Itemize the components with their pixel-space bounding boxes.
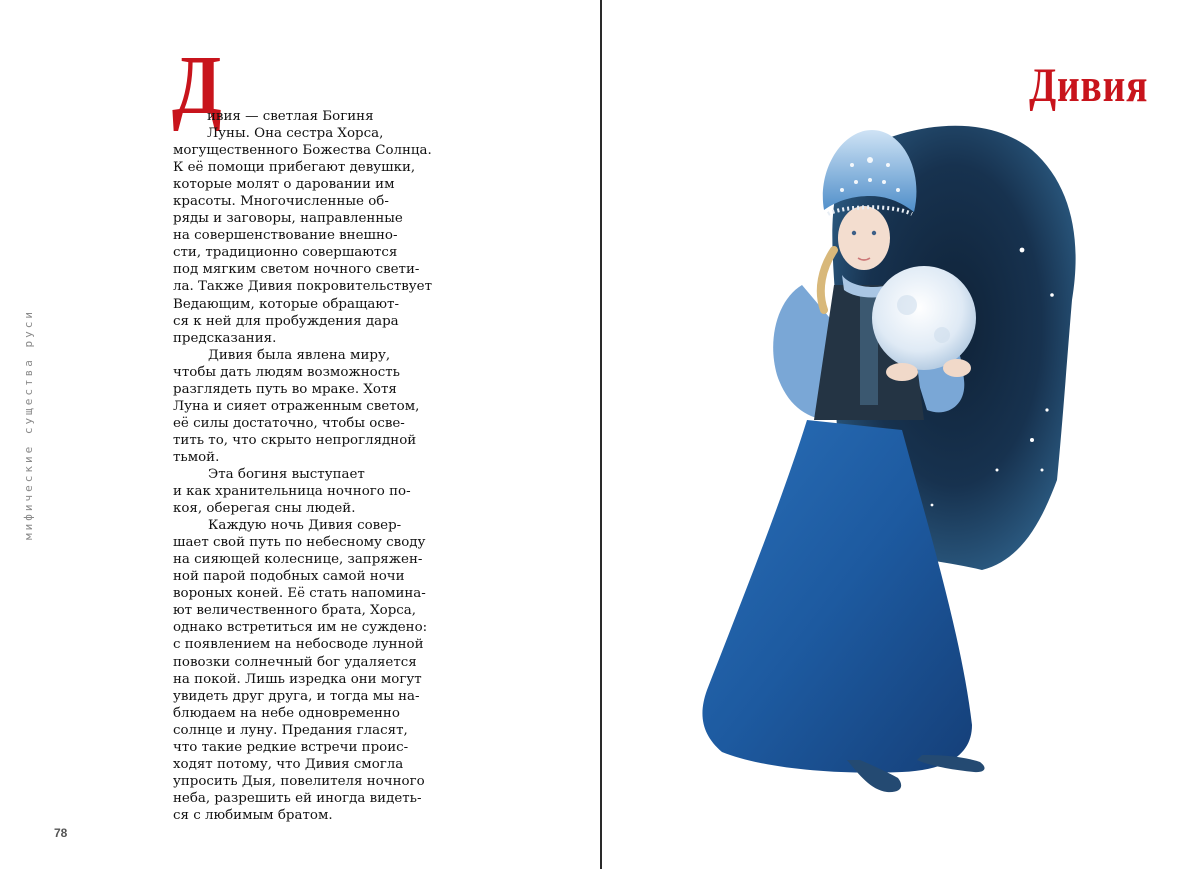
text-line: под мягким светом ночного свети- bbox=[173, 262, 420, 278]
text-line: Дивия была явлена миру, bbox=[208, 347, 391, 363]
text-line: Луна и сияет отраженным светом, bbox=[173, 398, 420, 414]
text-line: Каждую ночь Дивия совер- bbox=[208, 518, 402, 534]
right-shoe bbox=[917, 755, 985, 772]
text-line: повозки солнечный бог удаляется bbox=[173, 654, 417, 670]
text-line: неба, разрешить ей иногда видеть- bbox=[173, 790, 422, 806]
text-line: Ведающим, которые обращают- bbox=[173, 296, 399, 312]
running-title: мифические существа руси bbox=[22, 309, 35, 540]
text-line: солнце и луну. Предания гласят, bbox=[173, 722, 408, 738]
text-line: коя, оберегая сны людей. bbox=[173, 501, 356, 517]
text-line: ной парой подобных самой ночи bbox=[173, 569, 405, 585]
text-line: на покой. Лишь изредка они могут bbox=[173, 671, 422, 687]
text-line: которые молят о даровании им bbox=[173, 177, 395, 193]
text-line: увидеть друг друга, и тогда мы на- bbox=[173, 688, 420, 704]
text-line: что такие редкие встречи проис- bbox=[173, 739, 409, 755]
right-page bbox=[602, 0, 1200, 869]
text-line: шает свой путь по небесному своду bbox=[173, 535, 426, 551]
text-line: ся к ней для пробуждения дара bbox=[173, 313, 399, 329]
chapter-heading: Дивия bbox=[1028, 59, 1148, 112]
text-line: тьмой. bbox=[173, 449, 220, 465]
drop-cap: Д bbox=[172, 39, 222, 132]
moon-orb bbox=[872, 266, 976, 370]
text-line: сти, традиционно совершаются bbox=[173, 245, 398, 261]
text-line: на сияющей колеснице, запряжен- bbox=[173, 552, 423, 568]
text-line: упросить Дыя, повелителя ночного bbox=[173, 773, 425, 789]
text-line: К её помощи прибегают девушки, bbox=[173, 160, 416, 176]
divia-illustration bbox=[602, 0, 1200, 869]
text-line: с появлением на небосводе лунной bbox=[173, 637, 424, 653]
text-line: могущественного Божества Солнца. bbox=[173, 143, 432, 159]
text-line: вороных коней. Её стать напомина- bbox=[173, 586, 426, 602]
text-line: Луны. Она сестра Хорса, bbox=[207, 126, 384, 142]
text-line: ивия — светлая Богиня bbox=[207, 109, 374, 124]
text-line: блюдаем на небе одновременно bbox=[173, 705, 400, 721]
left-hand bbox=[886, 363, 918, 381]
text-line: разглядеть путь во мраке. Хотя bbox=[173, 381, 397, 397]
text-line: и как хранительница ночного по- bbox=[173, 484, 411, 500]
text-line: ют величественного брата, Хорса, bbox=[173, 603, 417, 619]
text-line: красоты. Многочисленные об- bbox=[173, 194, 389, 210]
text-line: ся с любимым братом. bbox=[173, 807, 333, 823]
page-number: 78 bbox=[54, 826, 68, 840]
text-line: ла. Также Дивия покровительствует bbox=[173, 279, 433, 295]
text-line: Эта богиня выступает bbox=[208, 466, 365, 482]
text-line: предсказания. bbox=[173, 330, 277, 346]
right-hand bbox=[943, 359, 971, 377]
text-line: её силы достаточно, чтобы осве- bbox=[173, 415, 405, 431]
text-line: тить то, что скрыто непроглядной bbox=[173, 432, 417, 448]
text-line: ходят потому, что Дивия смогла bbox=[173, 756, 404, 772]
text-line: ряды и заговоры, направленные bbox=[173, 211, 403, 227]
text-line: чтобы дать людям возможность bbox=[173, 364, 400, 380]
text-line: однако встретиться им не суждено: bbox=[173, 620, 428, 636]
text-line: на совершенствование внешно- bbox=[173, 228, 398, 244]
body-text bbox=[173, 108, 433, 824]
